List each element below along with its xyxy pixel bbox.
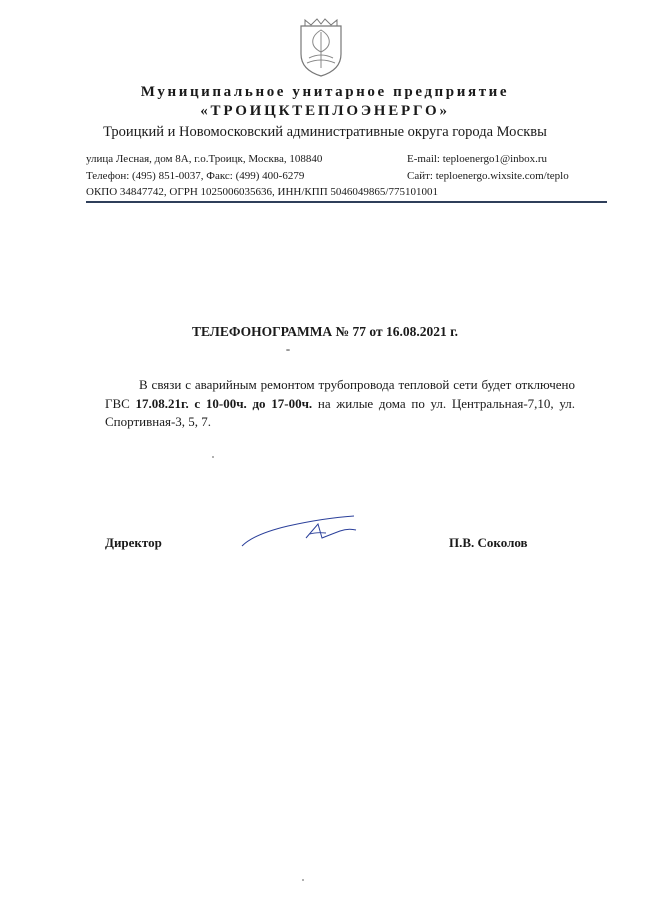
body-text-part1: В связи с аварийным ремонтом трубопровода тепловой сети будет отключено ГВС (105, 377, 575, 411)
scan-speck (212, 456, 214, 458)
scan-speck (302, 879, 304, 881)
coat-of-arms-emblem (297, 16, 345, 78)
website-text: Сайт: teploenergo.wixsite.com/teplo (407, 170, 569, 182)
signatory-role: Директор (105, 535, 162, 550)
phone-fax-text: Телефон: (495) 851-0037, Факс: (499) 400-6279 (86, 170, 305, 182)
address-text: улица Лесная, дом 8А, г.о.Троицк, Москва, 108840 (86, 153, 323, 165)
body-text-part2: на жилые дома по ул. Центральная-7,10, ул. Спортивная-3, 5, 7. (105, 395, 576, 429)
handwritten-signature (236, 504, 366, 550)
document-title: ТЕЛЕФОНОГРАММА № 77 от 16.08.2021 г. (191, 324, 459, 339)
organization-district: Троицкий и Новомосковский административные округа города Москвы (103, 124, 547, 140)
body-date-time: 17.08.21г. с 10-00ч. до 17-00ч. (135, 395, 313, 411)
organization-name: «ТРОИЦКТЕПЛОЭНЕРГО» (200, 103, 450, 119)
scan-speck (286, 349, 290, 351)
email-text: E-mail: teploenergo1@inbox.ru (407, 153, 548, 165)
organization-type: Муниципальное унитарное предприятие (140, 84, 510, 100)
document-body (105, 376, 575, 432)
registry-codes: ОКПО 34847742, ОГРН 1025006035636, ИНН/КПП 5046049865/775101001 (86, 186, 438, 198)
header-divider (86, 201, 607, 203)
signatory-name: П.В. Соколов (449, 535, 528, 550)
